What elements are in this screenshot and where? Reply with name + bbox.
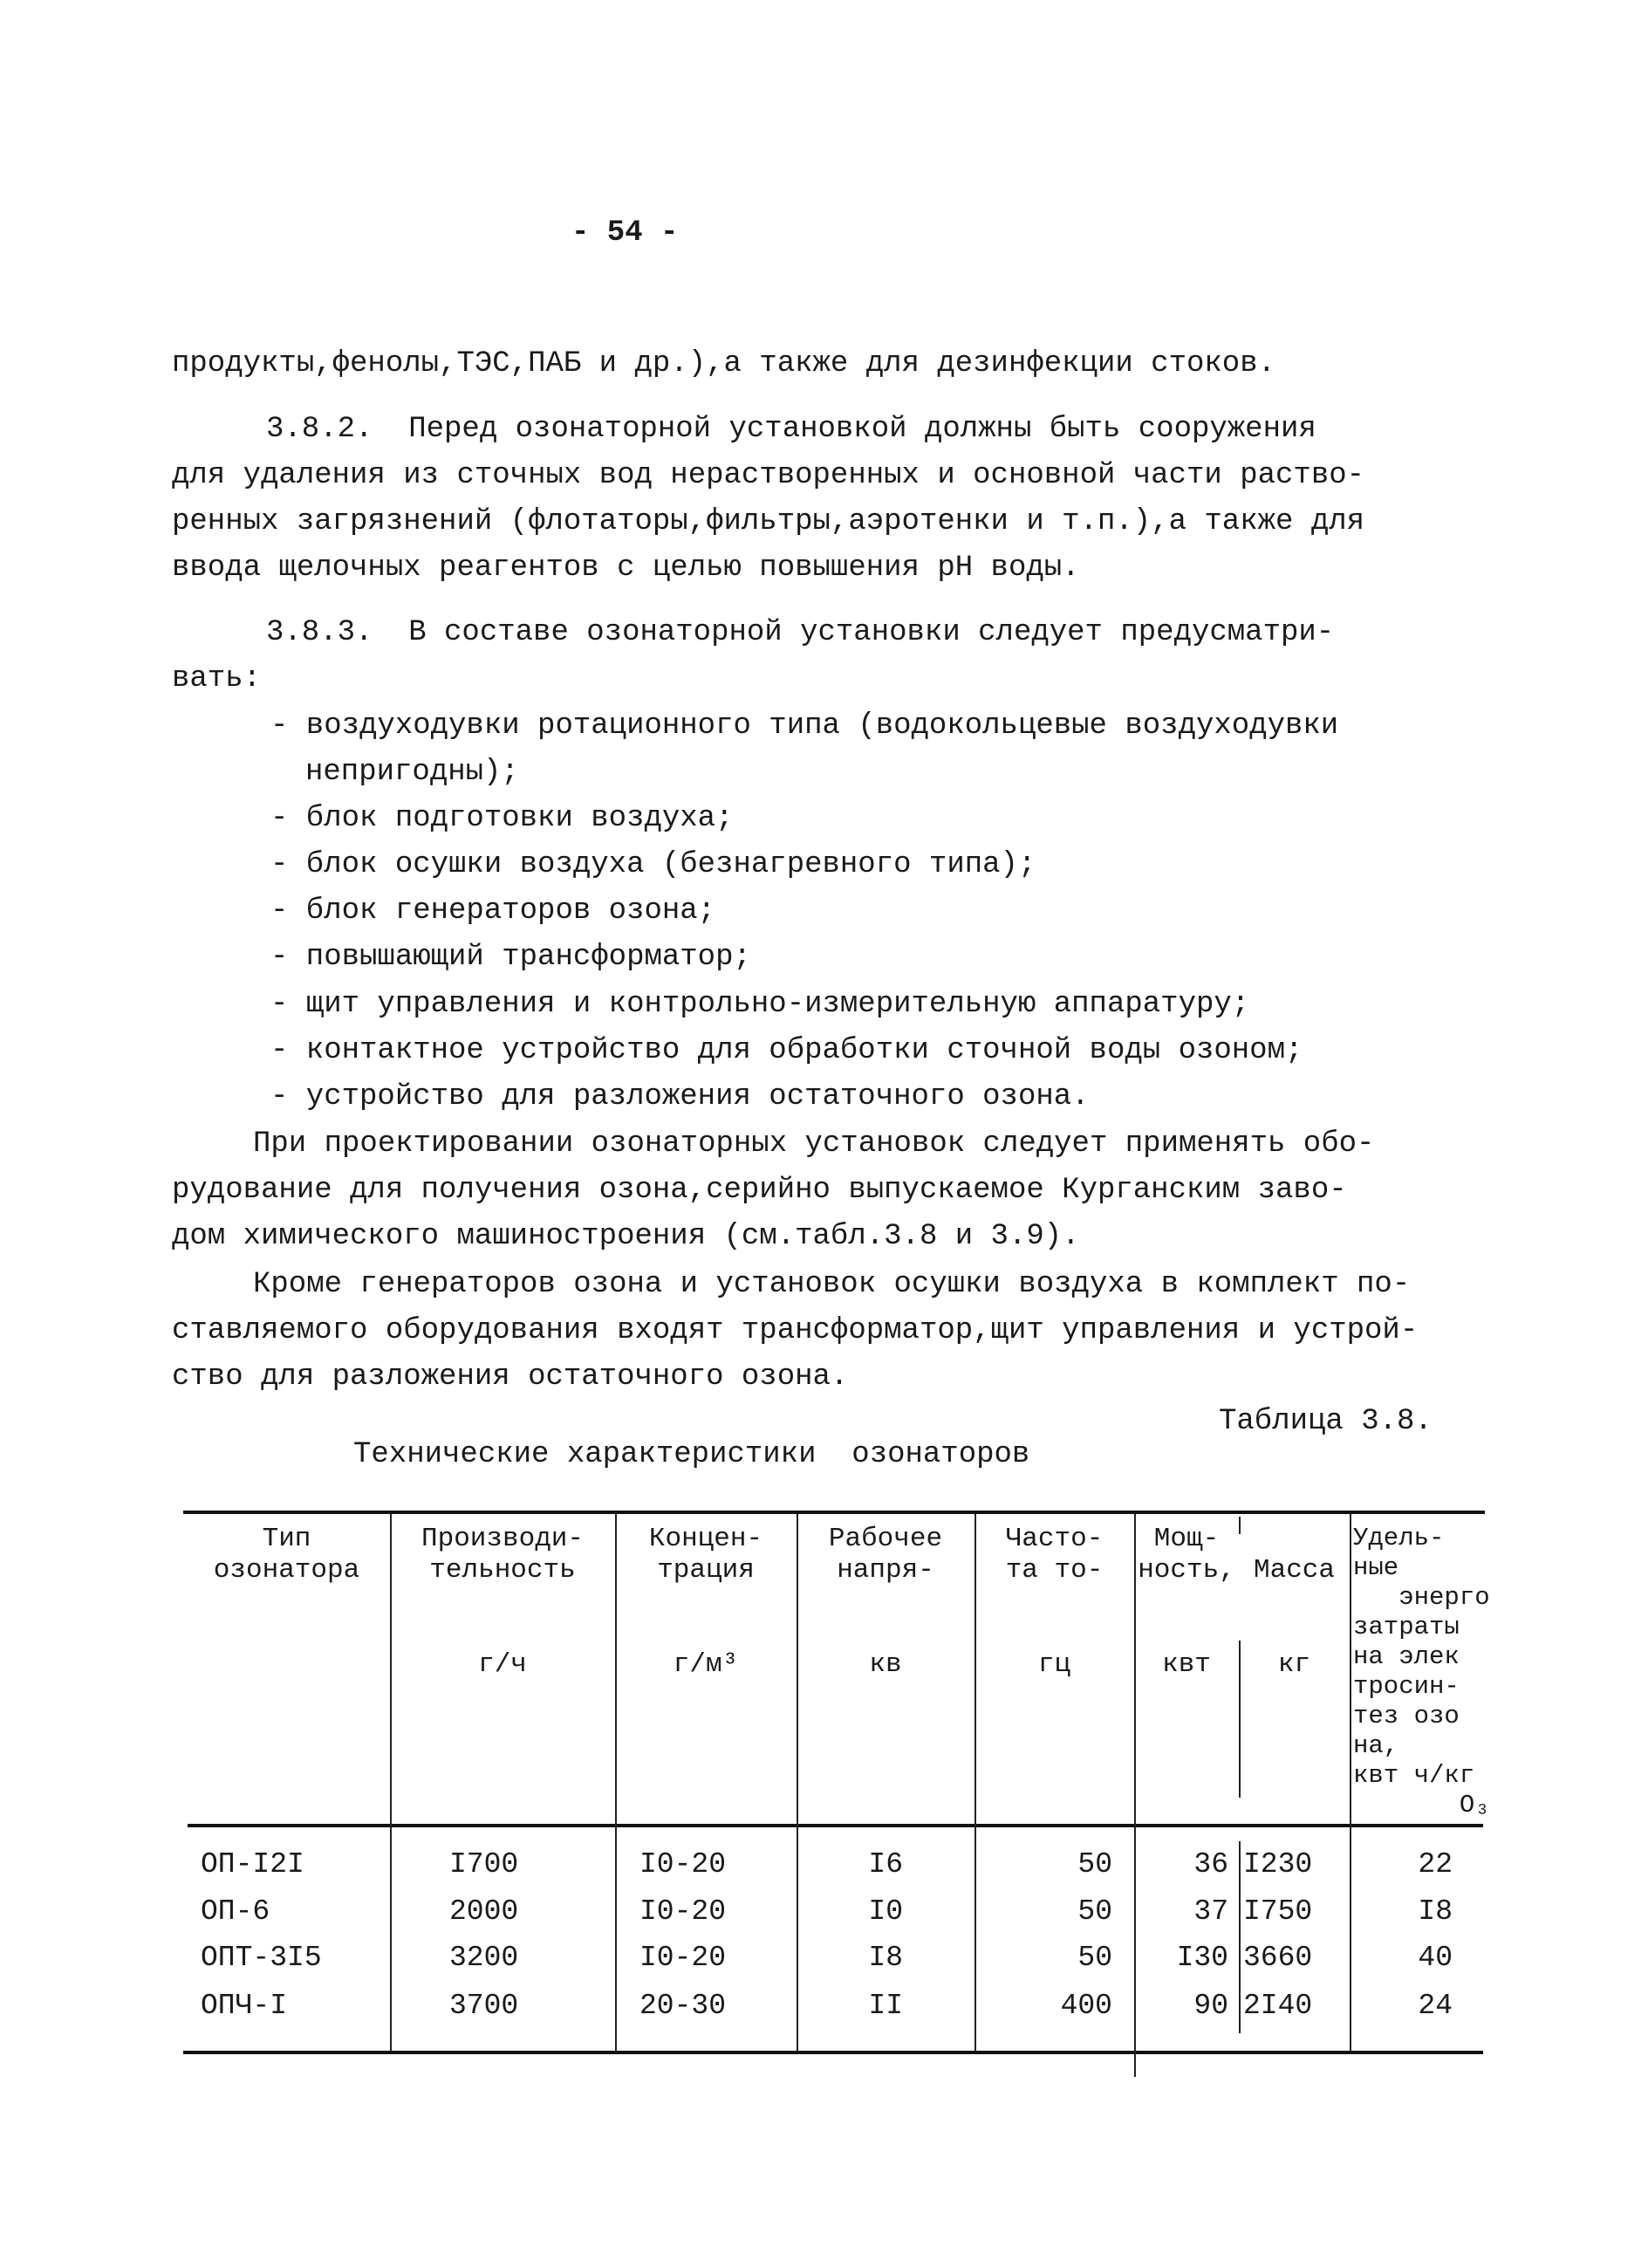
text-line: дом химического машиностроения (см.табл.3.8 и 3.9). [172, 1220, 1080, 1253]
table-cell: 40 [1418, 1942, 1453, 1974]
table-cell: ОП-I2I [201, 1848, 304, 1881]
table-cell: 37 [1193, 1895, 1228, 1928]
text-line: - повышающий трансформатор; [270, 941, 751, 974]
table-header-cell: Часто- та то- гц [1005, 1524, 1104, 1680]
table-cell: ОПЧ-I [201, 1990, 288, 2022]
table-cell: I750 [1243, 1895, 1313, 1928]
text-line: Кроме генераторов озона и установок осушки воздуха в комплект по- [253, 1268, 1411, 1301]
table-header-cell: Удель- ные энерго затраты на элек тросин- тез озо на, квт ч/кг О₃ [1353, 1524, 1490, 1819]
table-cell: I230 [1243, 1848, 1313, 1881]
text-line: ство для разложения остаточного озона. [172, 1360, 849, 1394]
page-number: - 54 - [571, 216, 679, 250]
text-line: - блок осушки воздуха (безнагревного типа); [270, 848, 1036, 881]
table-cell: I0 [868, 1895, 903, 1928]
table-cell: I0-20 [639, 1895, 727, 1928]
table-header-cell: Масса кг [1253, 1555, 1335, 1680]
text-line: ввода щелочных реагентов с целью повышения рН воды. [172, 552, 1080, 585]
table-column-divider [1239, 1841, 1241, 2033]
table-rule-top [183, 1511, 1485, 1514]
table-cell: 3700 [449, 1990, 519, 2022]
table-rule-bottom [183, 2051, 1483, 2054]
table-cell: 20-30 [639, 1990, 727, 2022]
table-cell: 50 [1077, 1848, 1112, 1881]
table-title: Технические характеристики озонаторов [353, 1438, 1030, 1471]
table-header-cell: Производи- тельность г/ч [421, 1524, 585, 1680]
text-line: рудование для получения озона,серийно выпускаемое Курганским заво- [172, 1174, 1347, 1207]
table-cell: 50 [1077, 1942, 1112, 1974]
table-rule-header [188, 1824, 1483, 1827]
table-cell: 22 [1418, 1848, 1453, 1881]
text-line: - блок генераторов озона; [270, 894, 716, 928]
table-cell: 50 [1077, 1895, 1112, 1928]
table-cell: 90 [1193, 1990, 1228, 2022]
table-cell: 3660 [1243, 1942, 1313, 1974]
table-cell: I30 [1176, 1942, 1228, 1974]
table-cell: I8 [1418, 1895, 1453, 1928]
text-line: - щит управления и контрольно-измерительную аппаратуру; [270, 988, 1250, 1021]
text-line: ставляемого оборудования входят трансформатор,щит управления и устрой- [172, 1314, 1419, 1347]
table-cell: I0-20 [639, 1942, 727, 1974]
text-line: непригодны); [305, 756, 519, 789]
table-cell: I6 [868, 1848, 903, 1881]
table-cell: ОП-6 [201, 1895, 270, 1928]
table-label: Таблица 3.8. [1219, 1405, 1433, 1438]
text-line: ренных загрязнений (флотаторы,фильтры,аэротенки и т.п.),а также для [172, 505, 1365, 538]
text-line: продукты,фенолы,ТЭС,ПАБ и др.),а также для дезинфекции стоков. [172, 347, 1276, 380]
text-line: 3.8.2. Перед озонаторной установкой должны быть сооружения [266, 413, 1316, 446]
table-header-cell: Рабочее напря- кв [828, 1524, 943, 1680]
table-cell: I0-20 [639, 1848, 727, 1881]
table-cell: 3200 [449, 1942, 519, 1974]
table-cell: I8 [868, 1942, 903, 1974]
table-header-cell: Концен- трация г/м³ [648, 1524, 763, 1680]
table-cell: 24 [1418, 1990, 1453, 2022]
table-cell: 36 [1193, 1848, 1228, 1881]
table-cell: ОПТ-3I5 [201, 1942, 322, 1974]
text-line: вать: [172, 662, 262, 695]
table-column-divider [1134, 2051, 1136, 2077]
text-line: - блок подготовки воздуха; [270, 802, 734, 835]
table-cell: 400 [1060, 1990, 1112, 2022]
table-header-cell: Тип озонатора [213, 1524, 360, 1586]
table-cell: II [868, 1990, 903, 2022]
text-line: 3.8.3. В составе озонаторной установки следует предусматри- [266, 616, 1335, 649]
text-line: - устройство для разложения остаточного озона. [270, 1080, 1090, 1113]
text-line: При проектировании озонаторных установок следует применять обо- [253, 1127, 1375, 1161]
text-line: - воздуходувки ротационного типа (водокольцевые воздуходувки [270, 709, 1339, 743]
table-cell: I700 [449, 1848, 519, 1881]
table-cell: 2I40 [1243, 1990, 1313, 2022]
text-line: для удаления из сточных вод нерастворенных и основной части раство- [172, 459, 1365, 492]
table-header-cell: Мощ- ность, квт [1138, 1524, 1235, 1680]
table-cell: 2000 [449, 1895, 519, 1928]
text-line: - контактное устройство для обработки сточной воды озоном; [270, 1034, 1303, 1067]
